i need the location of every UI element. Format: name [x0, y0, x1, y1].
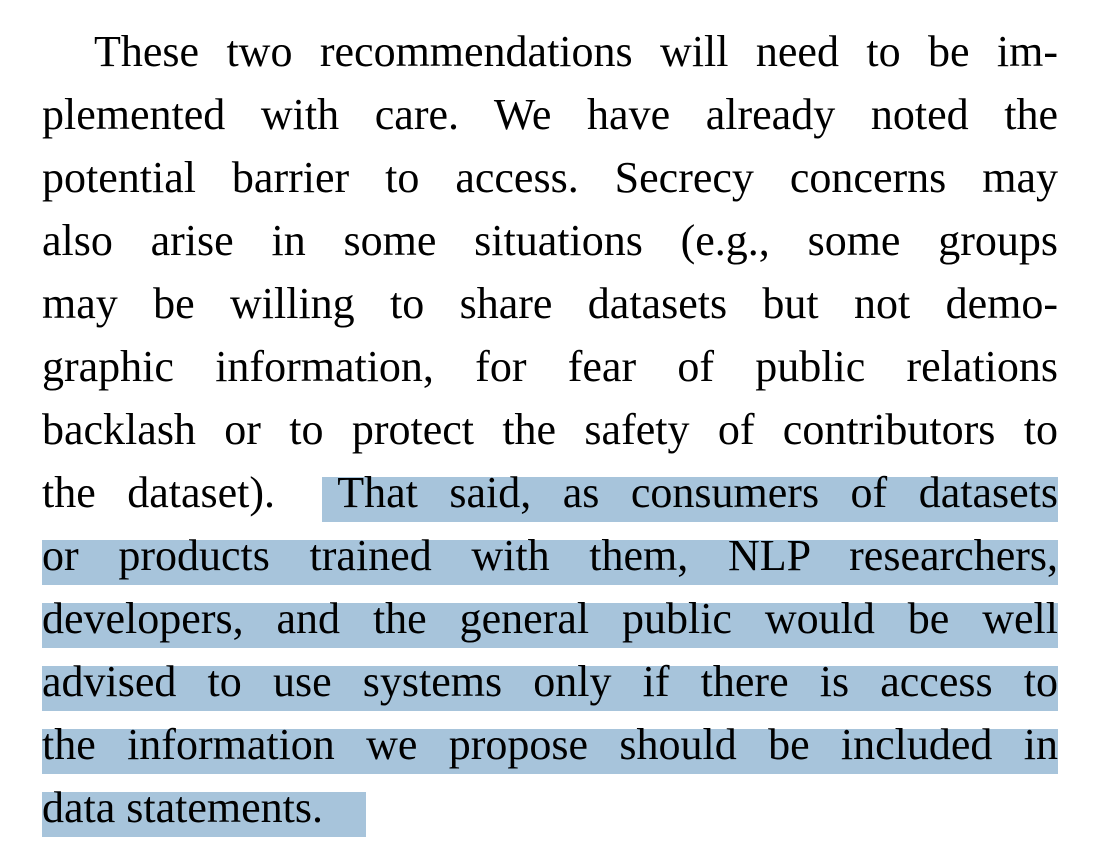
text-line: also arise in some situations (e.g., some groups	[42, 216, 1058, 265]
text-segment: the dataset).	[42, 468, 338, 517]
text-line: the information we propose should be included in	[42, 720, 1058, 769]
text-line: may be willing to share datasets but not demo-	[42, 279, 1058, 328]
highlighted-text: That said, as consumers of datasets	[337, 468, 1058, 517]
text-line	[42, 461, 1058, 524]
paragraph[interactable]	[42, 20, 1058, 839]
text-line: or products trained with them, NLP researchers,	[42, 531, 1058, 580]
text-line: potential barrier to access. Secrecy concerns may	[42, 153, 1058, 202]
text-line: developers, and the general public would be well	[42, 594, 1058, 643]
text-line: These two recommendations will need to be im-	[94, 27, 1058, 76]
text-line: backlash or to protect the safety of contributors to	[42, 405, 1058, 454]
text-line: plemented with care. We have already noted the	[42, 90, 1058, 139]
text-line: graphic information, for fear of public relations	[42, 342, 1058, 391]
text-line: data statements.	[42, 783, 324, 832]
text-line: advised to use systems only if there is access to	[42, 657, 1058, 706]
